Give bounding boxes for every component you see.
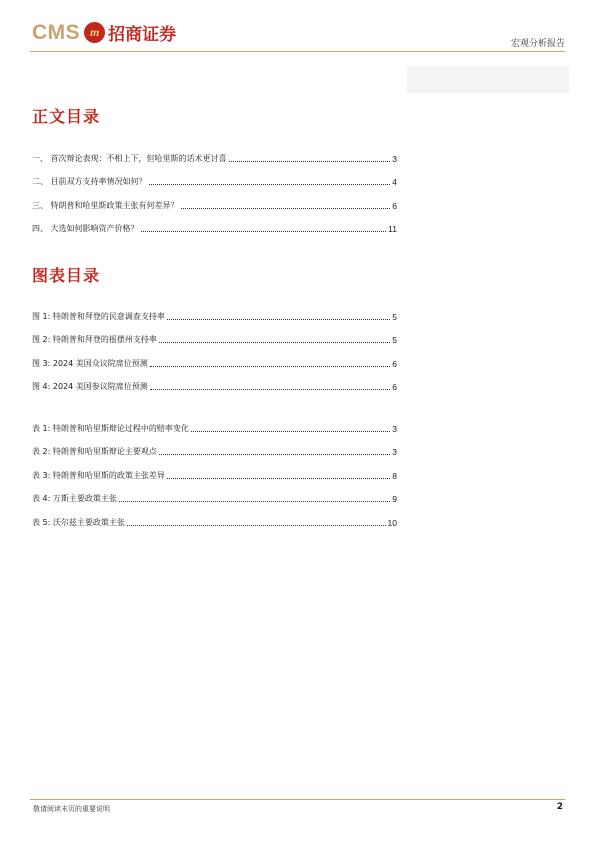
leader-dots <box>149 184 391 185</box>
figure-item-page: 5 <box>392 311 397 322</box>
figure-item-label: 图 2: 特朗普和拜登的摇摆州支持率 <box>32 335 157 344</box>
toc-item-label: 一、 首次辩论表现：不相上下，但哈里斯的话术更讨喜 <box>32 153 227 163</box>
table-item[interactable] <box>32 504 397 528</box>
table-item-label: 表 1: 特朗普和哈里斯辩论过程中的赔率变化 <box>32 423 189 433</box>
leader-dots <box>191 431 390 432</box>
toc-item-page: 3 <box>392 153 397 164</box>
page-number: 2 <box>556 802 563 812</box>
footer-disclaimer-note: 敬请阅读末页的重要说明 <box>33 805 110 813</box>
report-type-label: 宏观分析报告 <box>510 39 565 49</box>
toc-item-page: 11 <box>388 224 397 234</box>
figure-item[interactable] <box>32 322 397 346</box>
leader-dots <box>159 342 390 343</box>
toc-item[interactable] <box>32 211 397 235</box>
figure-list <box>32 298 397 392</box>
table-item-page: 10 <box>387 517 397 528</box>
figure-item-page: 6 <box>392 382 397 392</box>
toc-item-page: 4 <box>392 177 397 187</box>
company-logo <box>32 20 176 45</box>
table-item-label: 表 4: 万斯主要政策主张 <box>32 494 117 503</box>
figure-item[interactable] <box>32 369 397 393</box>
table-item[interactable] <box>32 410 397 434</box>
figure-item-page: 5 <box>392 335 397 345</box>
leader-dots <box>119 501 390 502</box>
leader-dots <box>127 525 386 526</box>
figure-item-label: 图 1: 特朗普和拜登的民意调查支持率 <box>32 311 165 321</box>
table-item-page: 3 <box>392 423 397 434</box>
grey-placeholder-box <box>407 66 569 93</box>
table-item[interactable] <box>32 457 397 481</box>
leader-dots <box>150 389 390 390</box>
toc-item-label: 四、 大选如何影响资产价格？ <box>32 224 139 233</box>
table-item-label: 表 5: 沃尔兹主要政策主张 <box>32 517 125 527</box>
leader-dots <box>167 478 390 479</box>
leader-dots <box>141 231 387 232</box>
toc-item-page: 6 <box>392 200 397 211</box>
figure-item-label: 图 3: 2024 美国众议院席位预测 <box>32 358 148 368</box>
table-item-page: 3 <box>392 447 397 457</box>
figure-list-title: 图表目录 <box>32 266 101 285</box>
table-list <box>32 410 397 528</box>
toc-item-label: 二、 目前双方支持率情况如何？ <box>32 177 147 186</box>
toc-item[interactable] <box>32 140 397 164</box>
table-item[interactable] <box>32 434 397 458</box>
header-divider <box>30 51 565 52</box>
page-header <box>0 0 595 56</box>
table-item-label: 表 3: 特朗普和哈里斯的政策主张差异 <box>32 470 165 480</box>
logo-latin-text: CMS <box>32 20 81 44</box>
figure-item[interactable] <box>32 345 397 369</box>
logo-chinese-text: 招商证券 <box>108 25 177 45</box>
logo-badge-icon: m <box>84 22 105 43</box>
toc-title: 正文目录 <box>32 107 101 126</box>
toc-list <box>32 140 397 234</box>
leader-dots <box>229 161 391 162</box>
toc-item-label: 三、 特朗普和哈里斯政策主张有何差异？ <box>32 200 179 210</box>
figure-item-page: 6 <box>392 358 397 369</box>
leader-dots <box>150 366 390 367</box>
toc-item[interactable] <box>32 187 397 211</box>
footer-divider <box>30 799 565 800</box>
toc-item[interactable] <box>32 164 397 188</box>
table-item-page: 8 <box>392 470 397 481</box>
table-item-label: 表 2: 特朗普和哈里斯辩论主要观点 <box>32 447 157 456</box>
leader-dots <box>159 454 390 455</box>
figure-item-label: 图 4: 2024 美国参议院席位预测 <box>32 382 148 391</box>
leader-dots <box>181 208 391 209</box>
figure-item[interactable] <box>32 298 397 322</box>
table-item-page: 9 <box>392 494 397 504</box>
table-item[interactable] <box>32 481 397 505</box>
leader-dots <box>167 319 390 320</box>
